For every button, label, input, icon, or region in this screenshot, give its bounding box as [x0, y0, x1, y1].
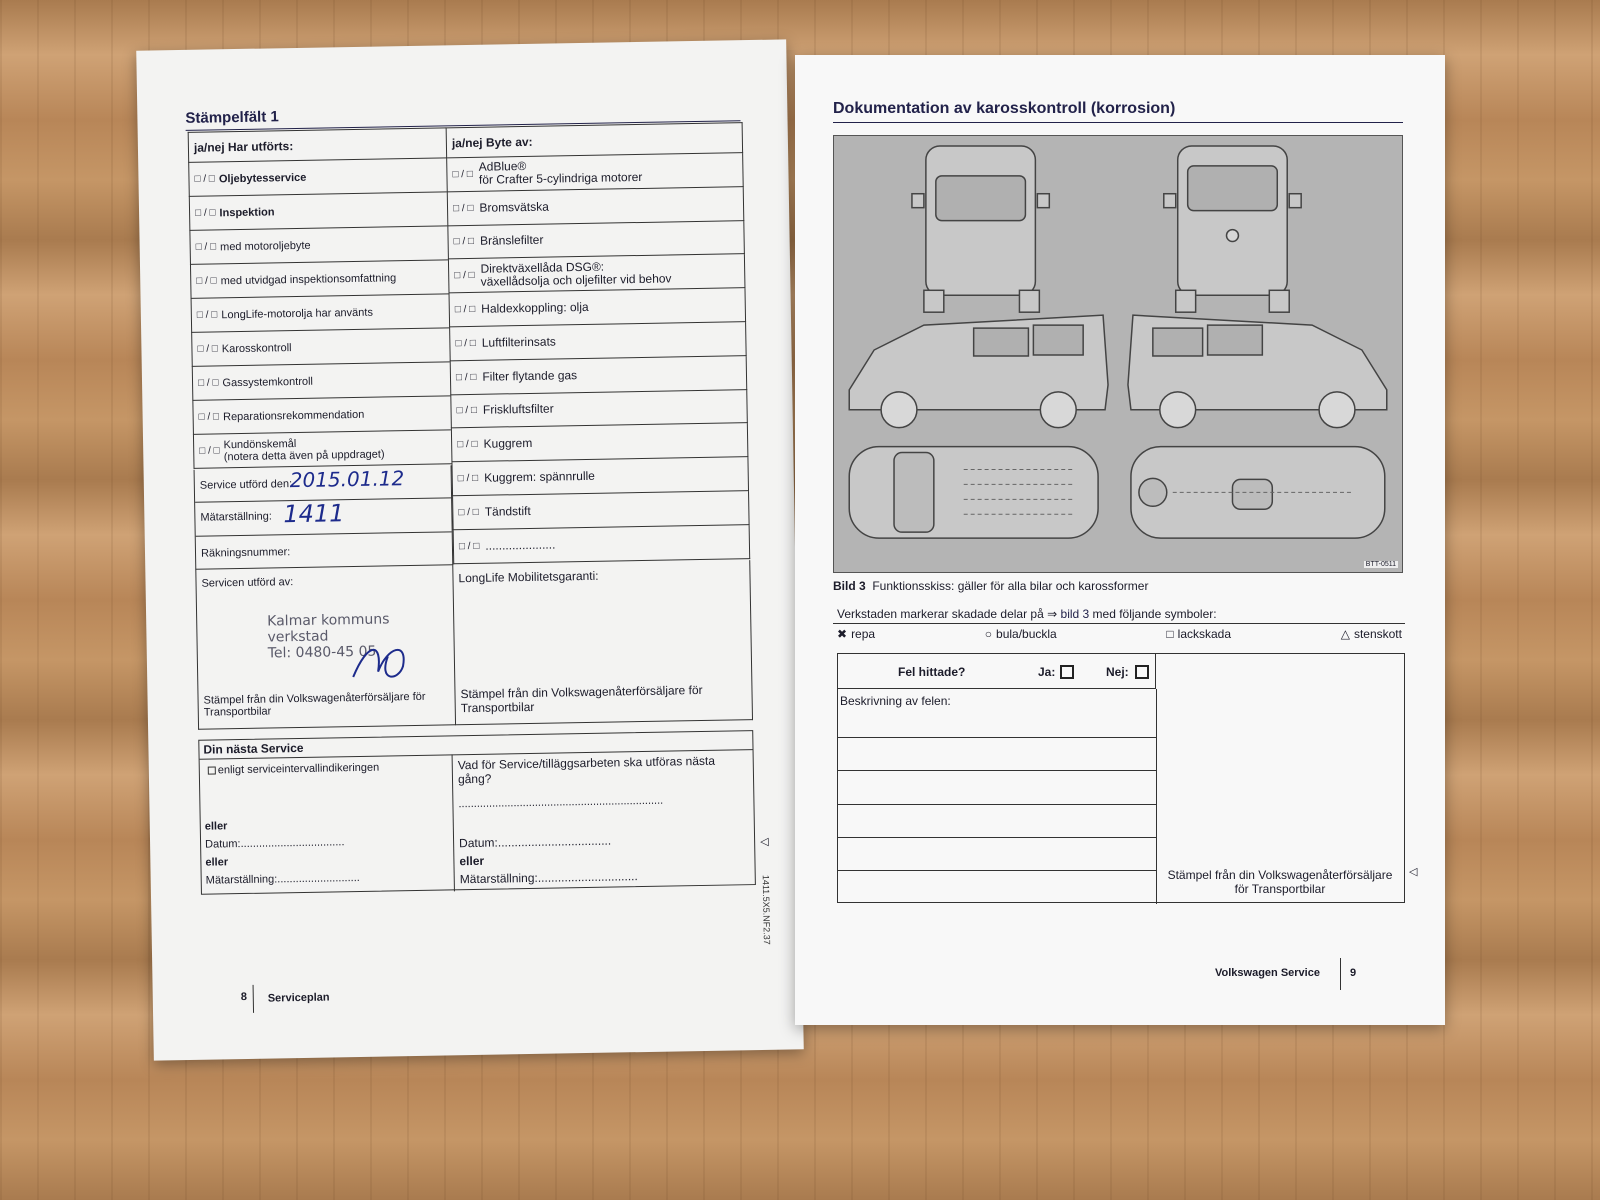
item-label-text: Oljebytesservice: [218, 171, 307, 185]
replaced-item[interactable]: [449, 288, 747, 327]
symbol-glyph-icon: □: [1166, 627, 1174, 641]
yes-no-checkbox[interactable]: □ / □: [458, 540, 480, 552]
replaced-item-label: [479, 158, 643, 187]
yes-no-checkbox[interactable]: □ / □: [197, 343, 218, 355]
item-label-text: med utvidgad inspektionsomfattning: [220, 271, 397, 287]
item-label-text: Filter flytande gas: [482, 367, 578, 384]
figure-code: BTT-0511: [1365, 561, 1396, 568]
replaced-item-label: [485, 505, 531, 519]
mobility-caption: Stämpel från din Volkswagenåterförsäljare för Transportbilar: [460, 682, 703, 716]
performed-item[interactable]: [190, 260, 449, 298]
performed-item-label: [222, 375, 313, 389]
item-label-text: Karosskontroll: [221, 341, 292, 355]
replaced-item-label: [480, 259, 671, 288]
replaced-item[interactable]: [450, 356, 748, 395]
stamp-line: verkstad: [267, 628, 329, 646]
performed-by-label: Servicen utförd av:: [201, 576, 294, 590]
yes-no-checkbox[interactable]: □ / □: [198, 411, 220, 423]
continue-arrow-icon: ◁: [1409, 866, 1418, 878]
yes-no-checkbox[interactable]: □ / □: [452, 202, 474, 214]
stamp-caption: Stämpel från din Volkswagenåterförsäljare för Transportbilar: [203, 690, 426, 719]
right-page-number: 9: [1350, 967, 1357, 979]
footer-divider: [253, 985, 254, 1013]
item-label-text: Tändstift: [484, 503, 531, 519]
symbol-item: [1341, 627, 1402, 641]
item-label-text: Reparationsrekommendation: [222, 408, 365, 423]
item-label-text: Kundönskemål: [223, 437, 297, 451]
symbol-item: [837, 627, 875, 641]
symbol-glyph-icon: ○: [984, 627, 993, 641]
item-label-text: med motoroljebyte: [219, 239, 311, 253]
performed-item[interactable]: [192, 396, 451, 434]
item-label-text: Gassystemkontroll: [222, 375, 314, 389]
item-sublabel: växellådsolja och oljefilter vid behov: [480, 271, 672, 289]
description-line[interactable]: [838, 804, 1156, 805]
item-label-text: Direktväxellåda DSG®:: [480, 259, 605, 276]
symbol-glyph-icon: △: [1340, 627, 1350, 641]
next-odometer-field[interactable]: Mätarställning:...........................: [205, 871, 360, 887]
yes-label: Ja:: [1038, 665, 1056, 679]
description-line[interactable]: [838, 770, 1156, 771]
vehicle-diagram: [833, 135, 1403, 573]
van-top-view: [849, 447, 1098, 539]
left-page: [136, 39, 804, 1060]
right-page-title: Dokumentation av karosskontroll (korrosion): [833, 100, 1176, 117]
item-sublabel: för Crafter 5-cylindriga motorer: [478, 170, 643, 188]
stamp-line: Kalmar kommuns: [267, 611, 390, 630]
marking-instructions: [837, 607, 1217, 621]
yes-no-checkbox[interactable]: □ / □: [454, 270, 475, 282]
divider: [833, 623, 1405, 624]
replaced-item-label: [479, 200, 549, 214]
performed-item[interactable]: [189, 192, 448, 230]
or-label: eller: [205, 856, 229, 869]
performed-item[interactable]: [192, 362, 451, 400]
performed-item-label: [219, 206, 274, 219]
replaced-item-label: [480, 234, 544, 248]
item-label-text: Bromsvätska: [479, 199, 549, 215]
yes-no-checkbox[interactable]: □ / □: [457, 472, 479, 485]
replaced-item-label: [483, 403, 554, 417]
right-footer: Volkswagen Service: [1215, 967, 1320, 979]
symbol-label: bula/buckla: [996, 627, 1057, 641]
performed-list: [188, 158, 451, 468]
yes-no-checkbox[interactable]: □ / □: [456, 405, 478, 417]
performed-item-label: [223, 436, 384, 463]
found-row: [838, 654, 1156, 689]
or-label: eller: [459, 853, 485, 869]
next-work-field[interactable]: ...................................................................: [458, 794, 664, 811]
item-label-text: LongLife-motorolja har använts: [221, 306, 374, 321]
item-label-text: Kuggrem: [483, 436, 533, 452]
replaced-item[interactable]: [446, 153, 744, 192]
item-label-text: AdBlue®: [478, 159, 527, 175]
replaced-item[interactable]: [449, 322, 747, 361]
yes-no-checkbox[interactable]: □ / □: [197, 377, 219, 389]
performed-item-label: [221, 272, 397, 287]
item-label-text: .....................: [485, 537, 556, 553]
performed-item-label: [220, 239, 311, 253]
replaced-item[interactable]: [452, 491, 750, 530]
replaced-item-label: [484, 470, 595, 485]
yes-no-checkbox[interactable]: □ / □: [453, 236, 475, 248]
symbol-item: [1166, 627, 1231, 641]
no-label: Nej:: [1106, 665, 1129, 679]
replaced-item[interactable]: [447, 221, 745, 260]
performed-item[interactable]: [191, 294, 450, 332]
replaced-item-label: [481, 301, 589, 316]
yes-no-checkbox[interactable]: □ / □: [194, 207, 216, 219]
figure-caption-text: Funktionsskiss: gäller för alla bilar och karossformer: [872, 579, 1149, 593]
next-work-question: Vad för Service/tilläggsarbeten ska utföras nästa gång?: [457, 753, 716, 787]
yes-no-checkbox[interactable]: □ / □: [457, 439, 478, 451]
left-footer: Serviceplan: [267, 991, 330, 1005]
symbol-legend: [837, 627, 1402, 641]
description-line[interactable]: [838, 737, 1156, 738]
yes-no-checkbox[interactable]: □ / □: [195, 241, 217, 253]
signature-scribble: [348, 636, 419, 687]
continue-arrow-icon: ◁: [760, 835, 769, 848]
damage-form: [837, 653, 1405, 903]
footer-divider: [1340, 958, 1341, 990]
yes-no-checkbox[interactable]: □ / □: [194, 173, 216, 185]
stamp-line: Tel: 0480-45 05: [267, 643, 377, 662]
next-service-title: Din nästa Service: [203, 740, 304, 757]
symbol-label: lackskada: [1177, 627, 1232, 641]
next-odometer-field-2[interactable]: Mätarställning:..............................: [459, 869, 638, 887]
symbol-label: repa: [851, 627, 876, 641]
service-date-label: Service utförd den:: [199, 478, 293, 492]
item-label-text: Inspektion: [219, 205, 275, 219]
yes-no-checkbox[interactable]: □ / □: [455, 337, 476, 350]
replaced-item-label: [482, 369, 577, 384]
performed-item[interactable]: [189, 226, 448, 264]
replaced-item[interactable]: [451, 457, 749, 496]
item-label-text: Kuggrem: spännrulle: [484, 468, 596, 485]
mobility-box: [453, 560, 753, 725]
next-service-box: [198, 730, 756, 895]
item-label-text: Haldexkoppling: olja: [481, 299, 589, 316]
next-interval-label: enligt serviceintervallindikeringen: [217, 761, 380, 777]
col2-header: ja/nej Byte av:: [446, 123, 742, 158]
replaced-item-label: [485, 538, 555, 552]
yes-checkbox[interactable]: [1060, 665, 1074, 679]
or-label: eller: [204, 820, 228, 833]
replaced-item[interactable]: [448, 255, 746, 294]
instr-text: med följande symboler:: [1089, 607, 1217, 621]
left-page-title: Stämpelfält 1: [185, 108, 279, 127]
divider: [1156, 689, 1157, 904]
odometer-value: 1411: [283, 499, 345, 529]
next-interval-option[interactable]: [206, 762, 380, 777]
right-page: [795, 55, 1445, 1025]
performed-item-label: [223, 408, 364, 422]
description-label: Beskrivning av felen:: [840, 694, 951, 708]
mobility-label: LongLife Mobilitetsgaranti:: [458, 568, 599, 586]
next-date-field-2[interactable]: Datum:..................................: [458, 833, 612, 851]
description-line[interactable]: [838, 870, 1156, 871]
side-code: 1411.5X5.NF2.37: [760, 874, 772, 945]
description-line[interactable]: [838, 837, 1156, 838]
col1-header: ja/nej Har utförts:: [188, 128, 446, 162]
yes-no-checkbox[interactable]: □ / □: [454, 303, 476, 316]
symbol-label: stenskott: [1353, 627, 1402, 641]
replaced-item[interactable]: [453, 525, 751, 564]
yes-no-checkbox[interactable]: □ / □: [199, 445, 220, 457]
replaced-item-label: [483, 437, 532, 451]
symbol-item: [985, 627, 1057, 641]
instr-text: Verkstaden markerar skadade delar på ⇒: [837, 607, 1061, 621]
replaced-item[interactable]: [451, 424, 749, 463]
item-label-text: Bränslefilter: [479, 233, 544, 249]
performed-item[interactable]: [188, 158, 447, 196]
checkbox-icon[interactable]: [208, 767, 216, 775]
replaced-item[interactable]: [450, 390, 748, 429]
no-checkbox[interactable]: [1135, 665, 1149, 679]
figure-caption-label: Bild 3: [833, 579, 866, 593]
replaced-item[interactable]: [447, 187, 745, 226]
performed-item-label: [219, 171, 307, 185]
vehicle-sketch: [834, 136, 1402, 572]
yes-no-checkbox[interactable]: □ / □: [196, 275, 217, 287]
performed-by-box: [195, 565, 456, 729]
item-sublabel: (notera detta även på uppdraget): [223, 447, 385, 463]
odometer-label: Mätarställning:: [200, 510, 273, 524]
title-rule: [833, 122, 1403, 123]
next-date-field[interactable]: Datum:..................................: [204, 836, 345, 851]
found-label: Fel hittade?: [898, 665, 966, 679]
yes-no-checkbox[interactable]: □ / □: [455, 371, 477, 383]
figure-caption: [833, 579, 1148, 593]
yes-no-checkbox[interactable]: □ / □: [458, 506, 479, 519]
invoice-label: Räkningsnummer:: [200, 546, 291, 560]
divider: [452, 754, 455, 891]
figure-link[interactable]: bild 3: [1060, 607, 1090, 621]
performed-item-label: [221, 306, 373, 321]
left-page-number: 8: [240, 990, 247, 1004]
service-date-value: 2015.01.12: [289, 466, 405, 493]
item-label-text: Friskluftsfilter: [482, 401, 554, 418]
right-stamp-caption: Stämpel från din Volkswagenåterförsäljare för Transportbilar: [1167, 868, 1393, 896]
replaced-list: [446, 153, 750, 564]
replaced-item-label: [482, 335, 556, 349]
performed-item[interactable]: [193, 430, 452, 468]
divider: [196, 531, 452, 536]
yes-no-checkbox[interactable]: □ / □: [452, 168, 473, 181]
performed-item-label: [222, 342, 292, 355]
yes-no-checkbox[interactable]: □ / □: [196, 309, 218, 321]
performed-item[interactable]: [191, 328, 450, 366]
symbol-glyph-icon: ✖: [837, 627, 848, 641]
item-label-text: Luftfilterinsats: [481, 334, 556, 350]
service-meta: [194, 465, 454, 569]
